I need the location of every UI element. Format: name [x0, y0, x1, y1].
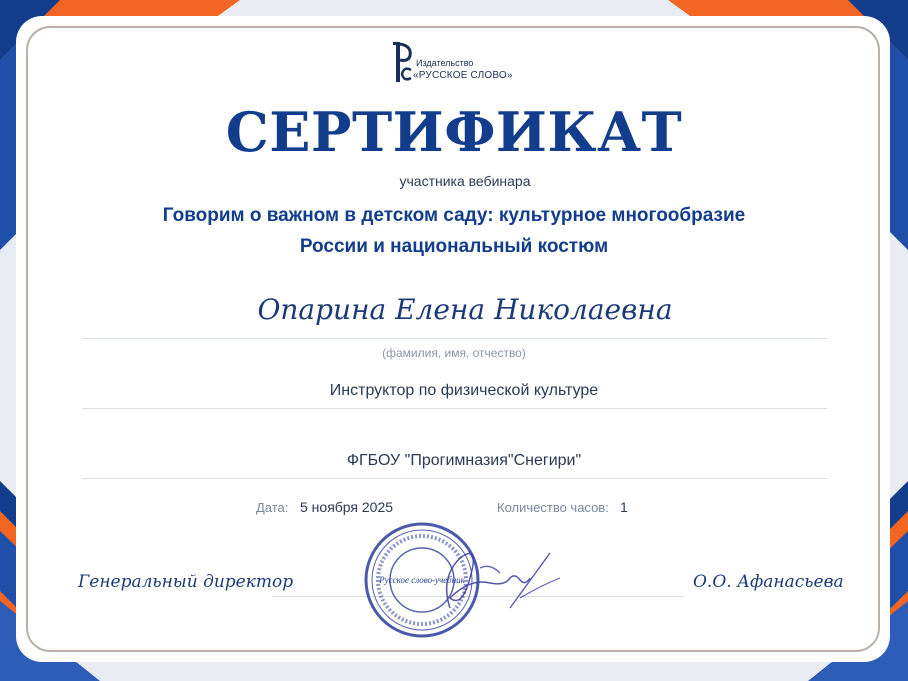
stamp-center-text: Русское слово-учебник	[379, 575, 465, 585]
russkoe-slovo-logo-icon	[392, 40, 414, 84]
certificate-subtitle: участника вебинара	[399, 173, 531, 189]
hours-label: Количество часов:	[497, 500, 609, 515]
publisher-logo	[392, 40, 522, 86]
participant-organization: ФГБОУ "Прогимназия"Снегири"	[346, 452, 582, 469]
signatory-role: Генеральный директор	[78, 572, 294, 592]
certificate-title: СЕРТИФИКАТ	[225, 100, 683, 164]
participant-name: Опарина Елена Николаевна	[257, 293, 673, 326]
hours-value: 1	[620, 499, 628, 515]
participant-position: Инструктор по физической культуре	[329, 382, 599, 399]
date-value: 5 ноября 2025	[300, 499, 394, 515]
name-hint: (фамилия, имя, отчество)	[382, 346, 526, 360]
signatory-name: О.О. Афанасьева	[693, 572, 844, 592]
webinar-title	[100, 200, 808, 262]
publisher-label: Издательство	[416, 58, 474, 68]
director-signature	[410, 538, 570, 618]
publisher-name: «РУССКОЕ СЛОВО»	[413, 70, 513, 81]
organization-underline	[82, 478, 827, 479]
webinar-title-line-1: Говорим о важном в детском саду: культурное многообразие	[162, 205, 746, 226]
date-label: Дата:	[256, 500, 289, 515]
webinar-title-line-2: России и национальный костюм	[299, 236, 609, 257]
position-underline	[82, 408, 827, 409]
name-underline	[82, 338, 827, 339]
